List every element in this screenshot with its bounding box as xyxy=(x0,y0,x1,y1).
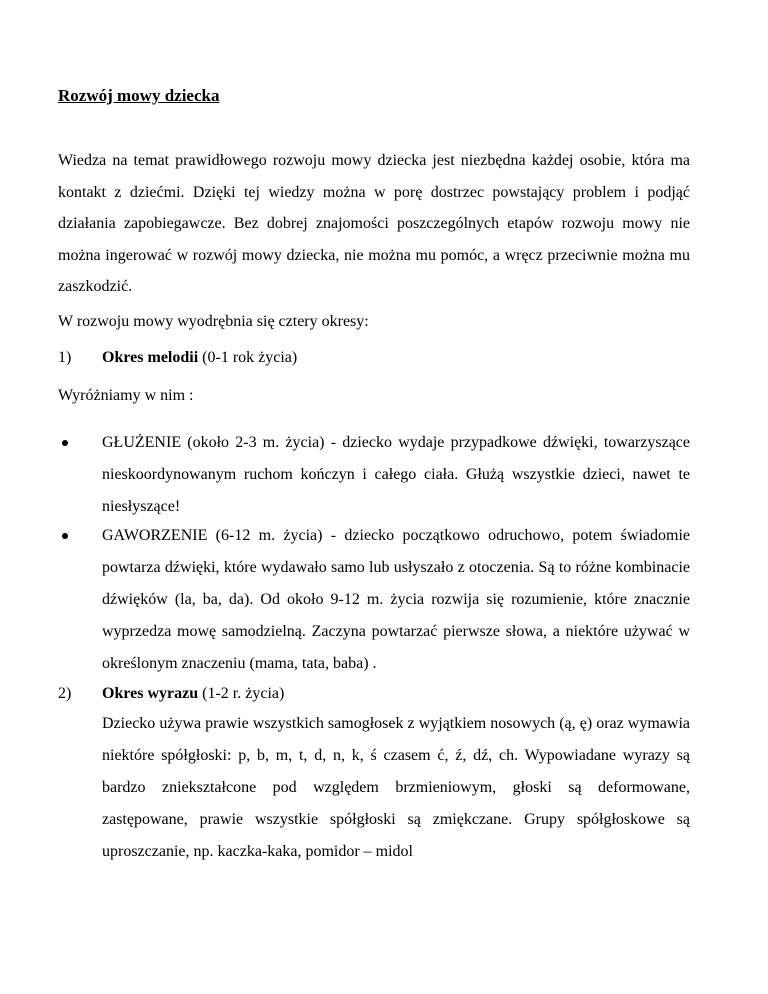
distinguish-label: Wyróżniamy w nim : xyxy=(58,387,194,404)
period-1-number: 1) xyxy=(58,349,72,366)
intro-paragraph: Wiedza na temat prawidłowego rozwoju mowy dziecka jest niezbędna każdej osobie, która ma kontakt z dziećmi. Dzięki tej wiedzy można w porę dostrzec powstający problem i podjąć działania zapobiegawcze. Bez dobrej znajomości poszczególnych etapów rozwoju mowy nie można ingerować w rozwój mowy dziecka, nie można mu pomóc, a wręcz przeciwnie można mu zaszkodzić. xyxy=(58,152,690,295)
period-2-number: 2) xyxy=(58,685,72,702)
bullet-item-gaworzenie: GAWORZENIE (6-12 m. życia) - dziecko początkowo odruchowo, potem świadomie powtarza dźwięki, które wydawało samo lub usłyszało z otoczenia. Są to różne kombinacie dźwięków (la, ba, da). Od około 9-12 m. życia rozwija się rozumienie, które znacznie wyprzedza mowę samodzielną. Zaczyna powtarzać pierwsze słowa, a niektóre używać w określonym znaczeniu (mama, tata, baba) . xyxy=(102,527,690,672)
periods-intro: W rozwoju mowy wyodrębnia się cztery okresy: xyxy=(58,313,369,330)
bullet-icon xyxy=(62,533,68,539)
period-2-range: (1-2 r. życia) xyxy=(198,685,285,702)
period-1-heading xyxy=(58,348,297,368)
bullet-item-gluzenie: GŁUŻENIE (około 2-3 m. życia) - dziecko wydaje przypadkowe dźwięki, towarzyszące nieskoordynowanym ruchom kończyn i całego ciała. Głużą wszystkie dzieci, nawet te niesłyszące! xyxy=(102,434,690,515)
period-1-name: Okres melodii xyxy=(102,349,199,366)
period-1-range: (0-1 rok życia) xyxy=(198,349,298,366)
period-2-paragraph: Dziecko używa prawie wszystkich samogłosek z wyjątkiem nosowych (ą, ę) oraz wymawia niektóre spółgłoski: p, b, m, t, d, n, k, ś czasem ć, ź, dź, ch. Wypowiadane wyrazy są bardzo zniekształcone pod względem brzmieniowym, głoski są deformowane, zastępowane, prawie wszystkie spółgłoski są zmiękczane. Grupy spółgłoskowe są uproszczanie, np. kaczka-kaka, pomidor – midol xyxy=(102,715,690,860)
period-2-heading xyxy=(102,684,284,704)
document-title: Rozwój mowy dziecka xyxy=(58,86,220,105)
period-2-name: Okres wyrazu xyxy=(102,685,199,702)
bullet-icon xyxy=(62,440,68,446)
